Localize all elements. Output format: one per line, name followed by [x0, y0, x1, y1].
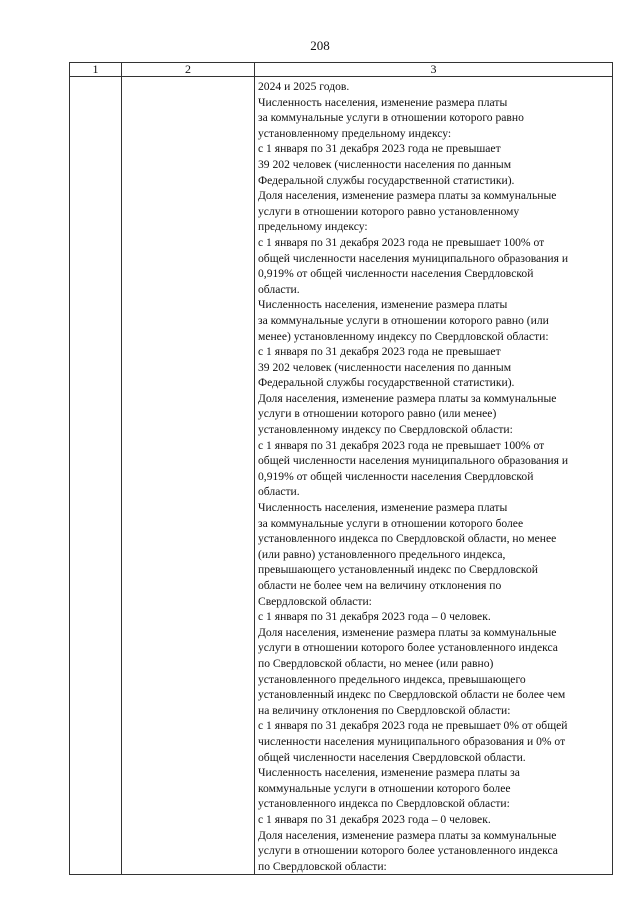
text-line: установленного индекса по Свердловской области, но менее [258, 532, 557, 546]
text-line: коммунальные услуги в отношении которого более [258, 781, 511, 795]
text-line: менее) установленному индексу по Свердловской области: [258, 329, 549, 343]
text-line: области. [258, 485, 300, 499]
text-line: Доля населения, изменение размера платы за коммунальные [258, 625, 557, 639]
text-line: услуги в отношении которого равно установленному [258, 204, 520, 218]
text-line: Федеральной службы государственной статистики). [258, 173, 515, 187]
text-line: с 1 января по 31 декабря 2023 года – 0 человек. [258, 812, 491, 826]
text-line: Свердловской области: [258, 594, 372, 608]
text-line: Численность населения, изменение размера платы [258, 298, 508, 312]
text-line: превышающего установленный индекс по Свердловской [258, 563, 538, 577]
text-line: предельному индексу: [258, 220, 368, 234]
text-line: с 1 января по 31 декабря 2023 года – 0 человек. [258, 610, 491, 624]
column-header-2: 2 [122, 63, 255, 77]
column-1-cell [70, 77, 122, 875]
text-line: с 1 января по 31 декабря 2023 года не превышает 100% от [258, 438, 545, 452]
text-line: с 1 января по 31 декабря 2023 года не превышает 100% от [258, 235, 545, 249]
text-line: Численность населения, изменение размера платы за [258, 766, 520, 780]
text-line: установленного индекса по Свердловской области: [258, 797, 510, 811]
page-number: 208 [310, 38, 330, 53]
text-line: общей численности населения Свердловской области. [258, 750, 526, 764]
text-line: 0,919% от общей численности населения Свердловской [258, 469, 534, 483]
document-table [69, 62, 613, 875]
text-line: области. [258, 282, 300, 296]
table-row [70, 77, 613, 875]
text-line: Доля населения, изменение размера платы за коммунальные [258, 391, 557, 405]
text-line: общей численности населения муниципального образования и [258, 454, 569, 468]
text-line: 39 202 человек (численности населения по данным [258, 360, 512, 374]
text-line: с 1 января по 31 декабря 2023 года не превышает 0% от общей [258, 719, 568, 733]
column-header-1: 1 [70, 63, 122, 77]
text-line: Федеральной службы государственной статистики). [258, 376, 515, 390]
column-3-cell [255, 77, 613, 875]
text-line: 39 202 человек (численности населения по данным [258, 157, 512, 171]
text-line: численности населения муниципального образования и 0% от [258, 734, 566, 748]
table-header-row [70, 63, 613, 77]
text-line: области не более чем на величину отклонения по [258, 579, 502, 592]
text-line: услуги в отношении которого более установленного индекса [258, 844, 558, 858]
text-line: установленному индексу по Свердловской области: [258, 423, 513, 437]
column-2-cell [122, 77, 255, 875]
text-line: установленному предельному индексу: [258, 126, 452, 140]
text-line: Численность населения, изменение размера платы [258, 95, 508, 109]
text-line: установленного предельного индекса, превышающего [258, 672, 526, 686]
text-line: общей численности населения муниципального образования и [258, 251, 569, 265]
text-line: за коммунальные услуги в отношении которого равно [258, 111, 524, 125]
text-line: (или равно) установленного предельного индекса, [258, 547, 506, 561]
text-line: 0,919% от общей численности населения Свердловской [258, 267, 534, 281]
text-line: по Свердловской области: [258, 859, 387, 873]
text-line: за коммунальные услуги в отношении которого более [258, 516, 524, 530]
text-line: с 1 января по 31 декабря 2023 года не превышает [258, 345, 501, 359]
text-line: Доля населения, изменение размера платы за коммунальные [258, 828, 557, 842]
text-line: 2024 и 2025 годов. [258, 80, 350, 93]
text-line: по Свердловской области, но менее (или равно) [258, 656, 494, 670]
text-line: Доля населения, изменение размера платы за коммунальные [258, 189, 557, 203]
text-line: с 1 января по 31 декабря 2023 года не превышает [258, 142, 501, 156]
text-line: за коммунальные услуги в отношении которого равно (или [258, 313, 549, 327]
text-line: Численность населения, изменение размера платы [258, 501, 508, 515]
text-line: услуги в отношении которого равно (или менее) [258, 407, 497, 421]
body-text [255, 77, 612, 874]
text-line: на величину отклонения по Свердловской области: [258, 703, 511, 717]
column-header-3: 3 [255, 63, 613, 77]
text-line: установленный индекс по Свердловской области не более чем [258, 688, 566, 702]
text-line: услуги в отношении которого более установленного индекса [258, 641, 558, 655]
